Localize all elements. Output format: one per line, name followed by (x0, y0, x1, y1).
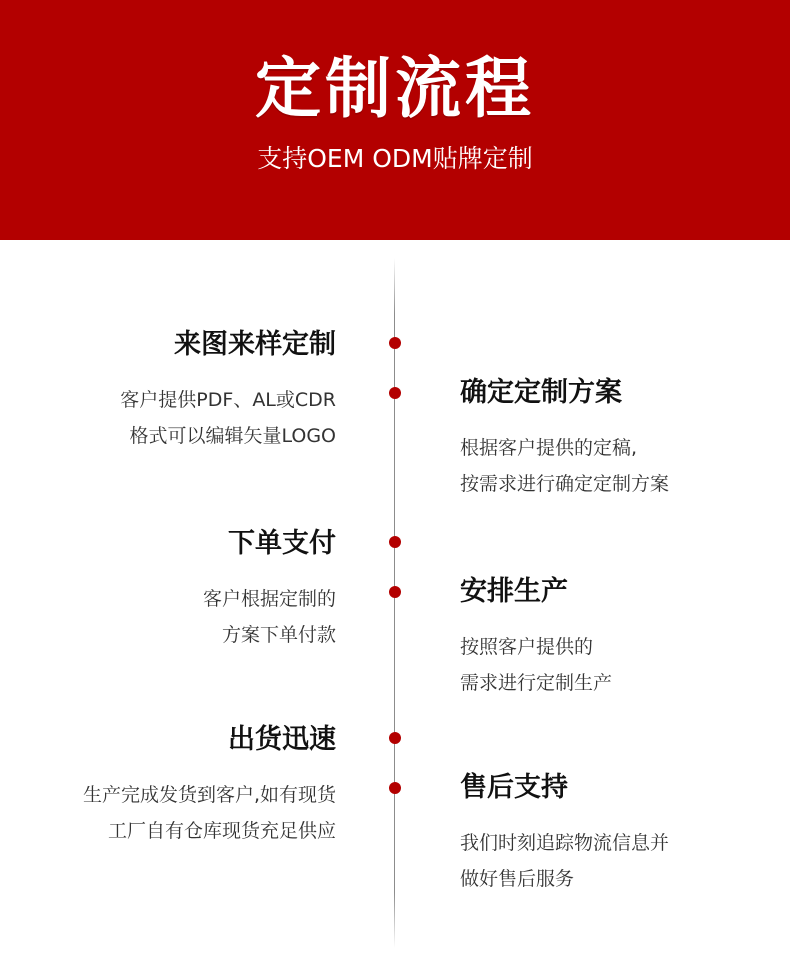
timeline-dot-step-4 (389, 586, 401, 598)
step-description-line: 需求进行定制生产 (460, 672, 613, 694)
step-description-line: 根据客户提供的定稿, (460, 437, 638, 459)
timeline-dot-step-1 (389, 337, 401, 349)
step-title: 安排生产 (460, 576, 568, 607)
step-description-line: 做好售后服务 (460, 868, 575, 890)
step-description-line: 客户提供PDF、AL或CDR (120, 389, 336, 411)
page-subtitle: 支持OEM ODM贴牌定制 (257, 144, 533, 173)
process-step-3 (203, 530, 336, 653)
process-step-2 (460, 379, 669, 502)
timeline-dot-step-3 (389, 536, 401, 548)
step-title: 下单支付 (228, 528, 336, 559)
header-banner (0, 0, 790, 240)
step-title: 来图来样定制 (174, 329, 336, 360)
step-description-line: 客户根据定制的 (202, 588, 336, 610)
step-description-line: 我们时刻追踪物流信息并 (460, 832, 670, 854)
process-step-6 (460, 774, 669, 897)
step-description-line: 按需求进行确定定制方案 (460, 473, 670, 495)
step-title: 出货迅速 (228, 724, 336, 755)
process-step-1 (120, 331, 336, 454)
step-description-line: 生产完成发货到客户,如有现货 (82, 784, 336, 806)
timeline-dot-step-5 (389, 732, 401, 744)
page-title: 定制流程 (255, 50, 535, 127)
step-description-line: 格式可以编辑矢量LOGO (129, 425, 336, 447)
step-title: 售后支持 (460, 772, 568, 803)
process-step-5 (83, 726, 336, 849)
timeline-dot-step-2 (389, 387, 401, 399)
step-description-line: 工厂自有仓库现货充足供应 (107, 820, 336, 842)
step-title: 确定定制方案 (460, 377, 622, 408)
timeline-line (394, 258, 395, 948)
step-description-line: 按照客户提供的 (460, 636, 594, 658)
process-step-4 (460, 578, 612, 701)
timeline-dot-step-6 (389, 782, 401, 794)
step-description-line: 方案下单付款 (221, 624, 336, 646)
